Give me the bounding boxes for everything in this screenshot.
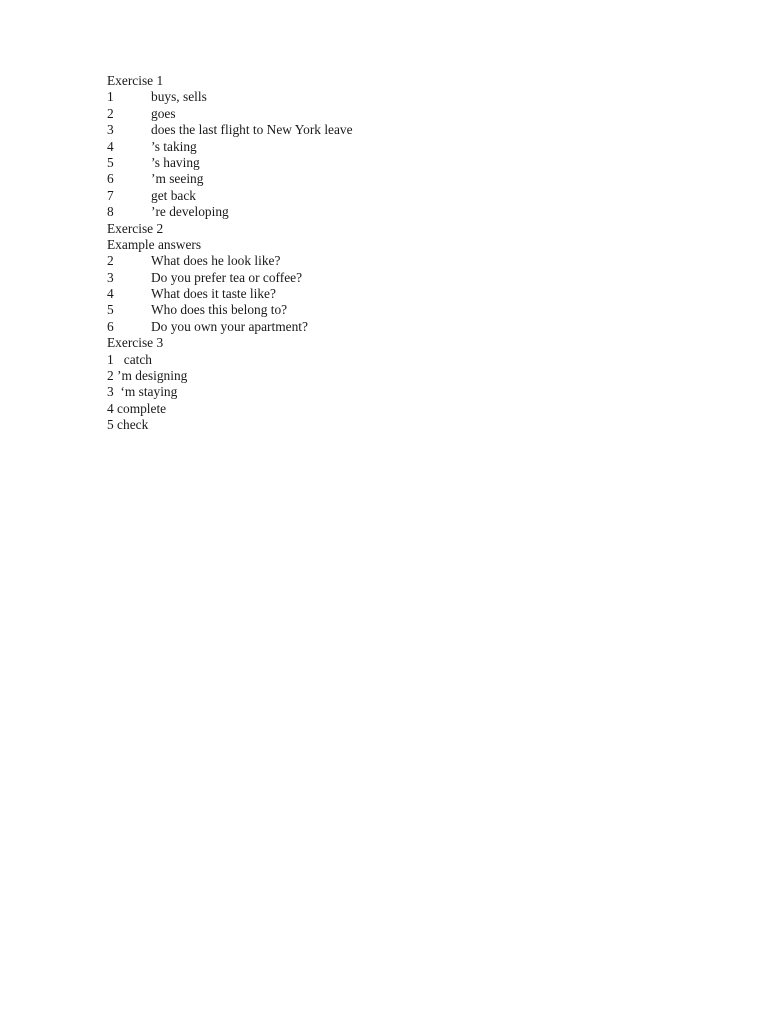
list-item <box>107 352 353 368</box>
list-item <box>107 253 353 269</box>
item-number: 2 <box>107 253 114 269</box>
item-number: 2 <box>107 368 114 384</box>
answer-key-document <box>107 73 353 434</box>
item-number: 3 <box>107 269 114 285</box>
item-number: 2 <box>107 105 114 121</box>
item-answer: Who does this belong to? <box>151 302 288 318</box>
item-number: 1 <box>107 351 114 367</box>
item-number: 4 <box>107 138 114 154</box>
item-answer: goes <box>151 105 176 121</box>
list-item <box>107 122 353 138</box>
item-number: 5 <box>107 302 114 318</box>
exercise-3-heading: Exercise 3 <box>107 335 164 351</box>
item-answer: ‘m staying <box>113 384 178 400</box>
item-number: 8 <box>107 204 114 220</box>
item-answer: catch <box>113 351 152 367</box>
item-answer: ’s having <box>151 154 200 170</box>
list-item <box>107 417 353 433</box>
list-item <box>107 106 353 122</box>
list-item <box>107 139 353 155</box>
item-answer: ’s taking <box>151 138 197 154</box>
item-number: 3 <box>107 122 114 138</box>
list-item <box>107 204 353 220</box>
list-item <box>107 384 353 400</box>
list-item <box>107 302 353 318</box>
item-number: 6 <box>107 318 114 334</box>
item-number: 5 <box>107 154 114 170</box>
item-number: 3 <box>107 384 114 400</box>
item-answer: get back <box>151 187 196 203</box>
list-item <box>107 155 353 171</box>
item-answer: Do you prefer tea or coffee? <box>151 269 303 285</box>
item-answer: ’m seeing <box>151 171 204 187</box>
item-answer: buys, sells <box>151 89 207 105</box>
list-item <box>107 319 353 335</box>
list-item <box>107 89 353 105</box>
item-answer: What does it taste like? <box>151 286 276 302</box>
exercise-2-subheading: Example answers <box>107 236 202 252</box>
item-answer: ’re developing <box>151 204 229 220</box>
item-number: 4 <box>107 400 114 416</box>
item-answer: Do you own your apartment? <box>151 318 308 334</box>
list-item <box>107 401 353 417</box>
item-number: 4 <box>107 286 114 302</box>
list-item <box>107 270 353 286</box>
exercise-1-heading: Exercise 1 <box>107 73 164 88</box>
item-number: 1 <box>107 89 114 105</box>
list-item <box>107 286 353 302</box>
item-answer: check <box>113 417 149 433</box>
item-number: 7 <box>107 187 114 203</box>
item-answer: complete <box>113 400 167 416</box>
list-item <box>107 368 353 384</box>
item-answer: ’m designing <box>113 368 188 384</box>
list-item <box>107 171 353 187</box>
list-item <box>107 188 353 204</box>
item-answer: does the last flight to New York leave <box>151 122 353 138</box>
exercise-2-heading: Exercise 2 <box>107 220 164 236</box>
item-answer: What does he look like? <box>151 253 281 269</box>
item-number: 6 <box>107 171 114 187</box>
item-number: 5 <box>107 417 114 433</box>
